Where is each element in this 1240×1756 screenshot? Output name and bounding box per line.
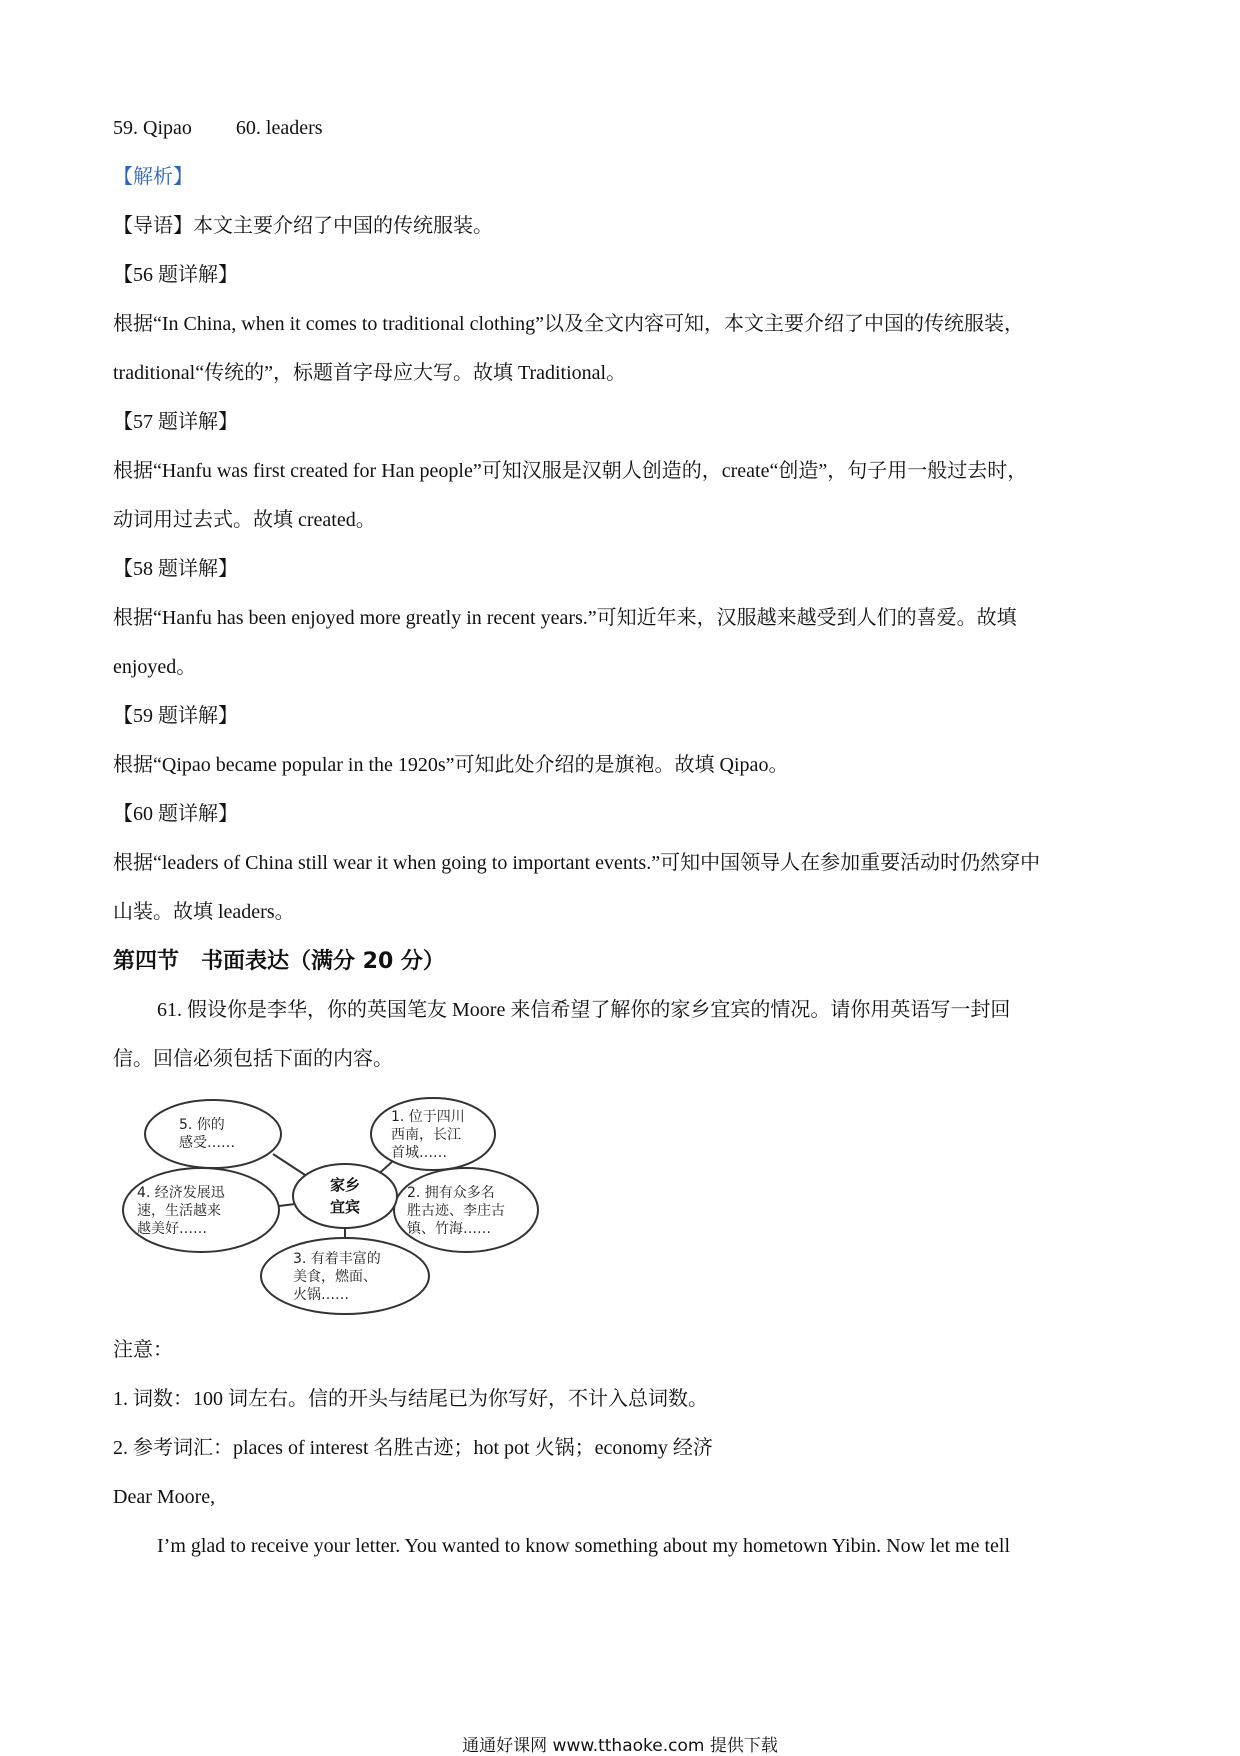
- detail-56-heading: 【56 题详解】: [113, 264, 238, 286]
- detail-60-heading: 【60 题详解】: [113, 803, 238, 825]
- detail-60-line-2: 山装。故填 leaders。: [113, 901, 295, 923]
- bubble-5-text: 5. 你的 感受……: [179, 1117, 235, 1151]
- letter-salutation: Dear Moore,: [113, 1486, 216, 1508]
- intro-line: 【导语】本文主要介绍了中国的传统服装。: [113, 215, 493, 237]
- detail-58-line-2: enjoyed。: [113, 656, 197, 678]
- bubble-1-text: 1. 位于四川 西南，长江 首城……: [391, 1109, 465, 1161]
- detail-58-line-1: 根据“Hanfu has been enjoyed more greatly in recent years.”可知近年来，汉服越来越受到人们的喜爱。故填: [113, 607, 1017, 629]
- note-1: 1. 词数：100 词左右。信的开头与结尾已为你写好，不计入总词数。: [113, 1388, 708, 1410]
- detail-60-line-1: 根据“leaders of China still wear it when going to important events.”可知中国领导人在参加重要活动时仍然穿中: [113, 852, 1041, 874]
- section-title: 第四节 书面表达（满分 20 分）: [113, 949, 445, 974]
- bubble-4-text: 4. 经济发展迅 速，生活越来 越美好……: [137, 1185, 225, 1237]
- bubble-2-text: 2. 拥有众多名 胜古迹、李庄古 镇、竹海……: [407, 1185, 505, 1237]
- detail-59-heading: 【59 题详解】: [113, 705, 238, 727]
- letter-first-line: I’m glad to receive your letter. You wanted to know something about my hometown Yibin. Now let me tell: [157, 1535, 1011, 1557]
- detail-58-heading: 【58 题详解】: [113, 558, 238, 580]
- prompt-line-1: 61. 假设你是李华，你的英国笔友 Moore 来信希望了解你的家乡宜宾的情况。请你用英语写一封回: [157, 999, 1011, 1021]
- page-footer: 通通好课网 www.tthaoke.com 提供下载: [462, 1736, 778, 1756]
- document-body: [113, 104, 1133, 1571]
- detail-56-line-1: 根据“In China, when it comes to traditional clothing”以及全文内容可知，本文主要介绍了中国的传统服装，: [113, 313, 1025, 335]
- notes-title: 注意：: [113, 1339, 173, 1361]
- hometown-mind-map: [113, 1096, 543, 1316]
- center-label: 家乡 宜宾: [329, 1176, 360, 1216]
- prompt-line-2: 信。回信必须包括下面的内容。: [113, 1048, 393, 1070]
- detail-56-line-2: traditional“传统的”，标题首字母应大写。故填 Traditional。: [113, 362, 627, 384]
- note-2: 2. 参考词汇：places of interest 名胜古迹；hot pot 火锅；economy 经济: [113, 1437, 713, 1459]
- analysis-tag: 【解析】: [113, 166, 193, 188]
- detail-57-heading: 【57 题详解】: [113, 411, 238, 433]
- detail-57-line-1: 根据“Hanfu was first created for Han people”可知汉服是汉朝人创造的，create“创造”，句子用一般过去时，: [113, 460, 1028, 482]
- answer-60: 60. leaders: [235, 117, 323, 139]
- answer-59: 59. Qipao: [113, 117, 192, 139]
- bubble-3-text: 3. 有着丰富的 美食，燃面、 火锅……: [293, 1251, 381, 1303]
- detail-59-line-1: 根据“Qipao became popular in the 1920s”可知此处介绍的是旗袍。故填 Qipao。: [113, 754, 789, 776]
- answer-line: [113, 104, 1133, 153]
- detail-57-line-2: 动词用过去式。故填 created。: [113, 509, 376, 531]
